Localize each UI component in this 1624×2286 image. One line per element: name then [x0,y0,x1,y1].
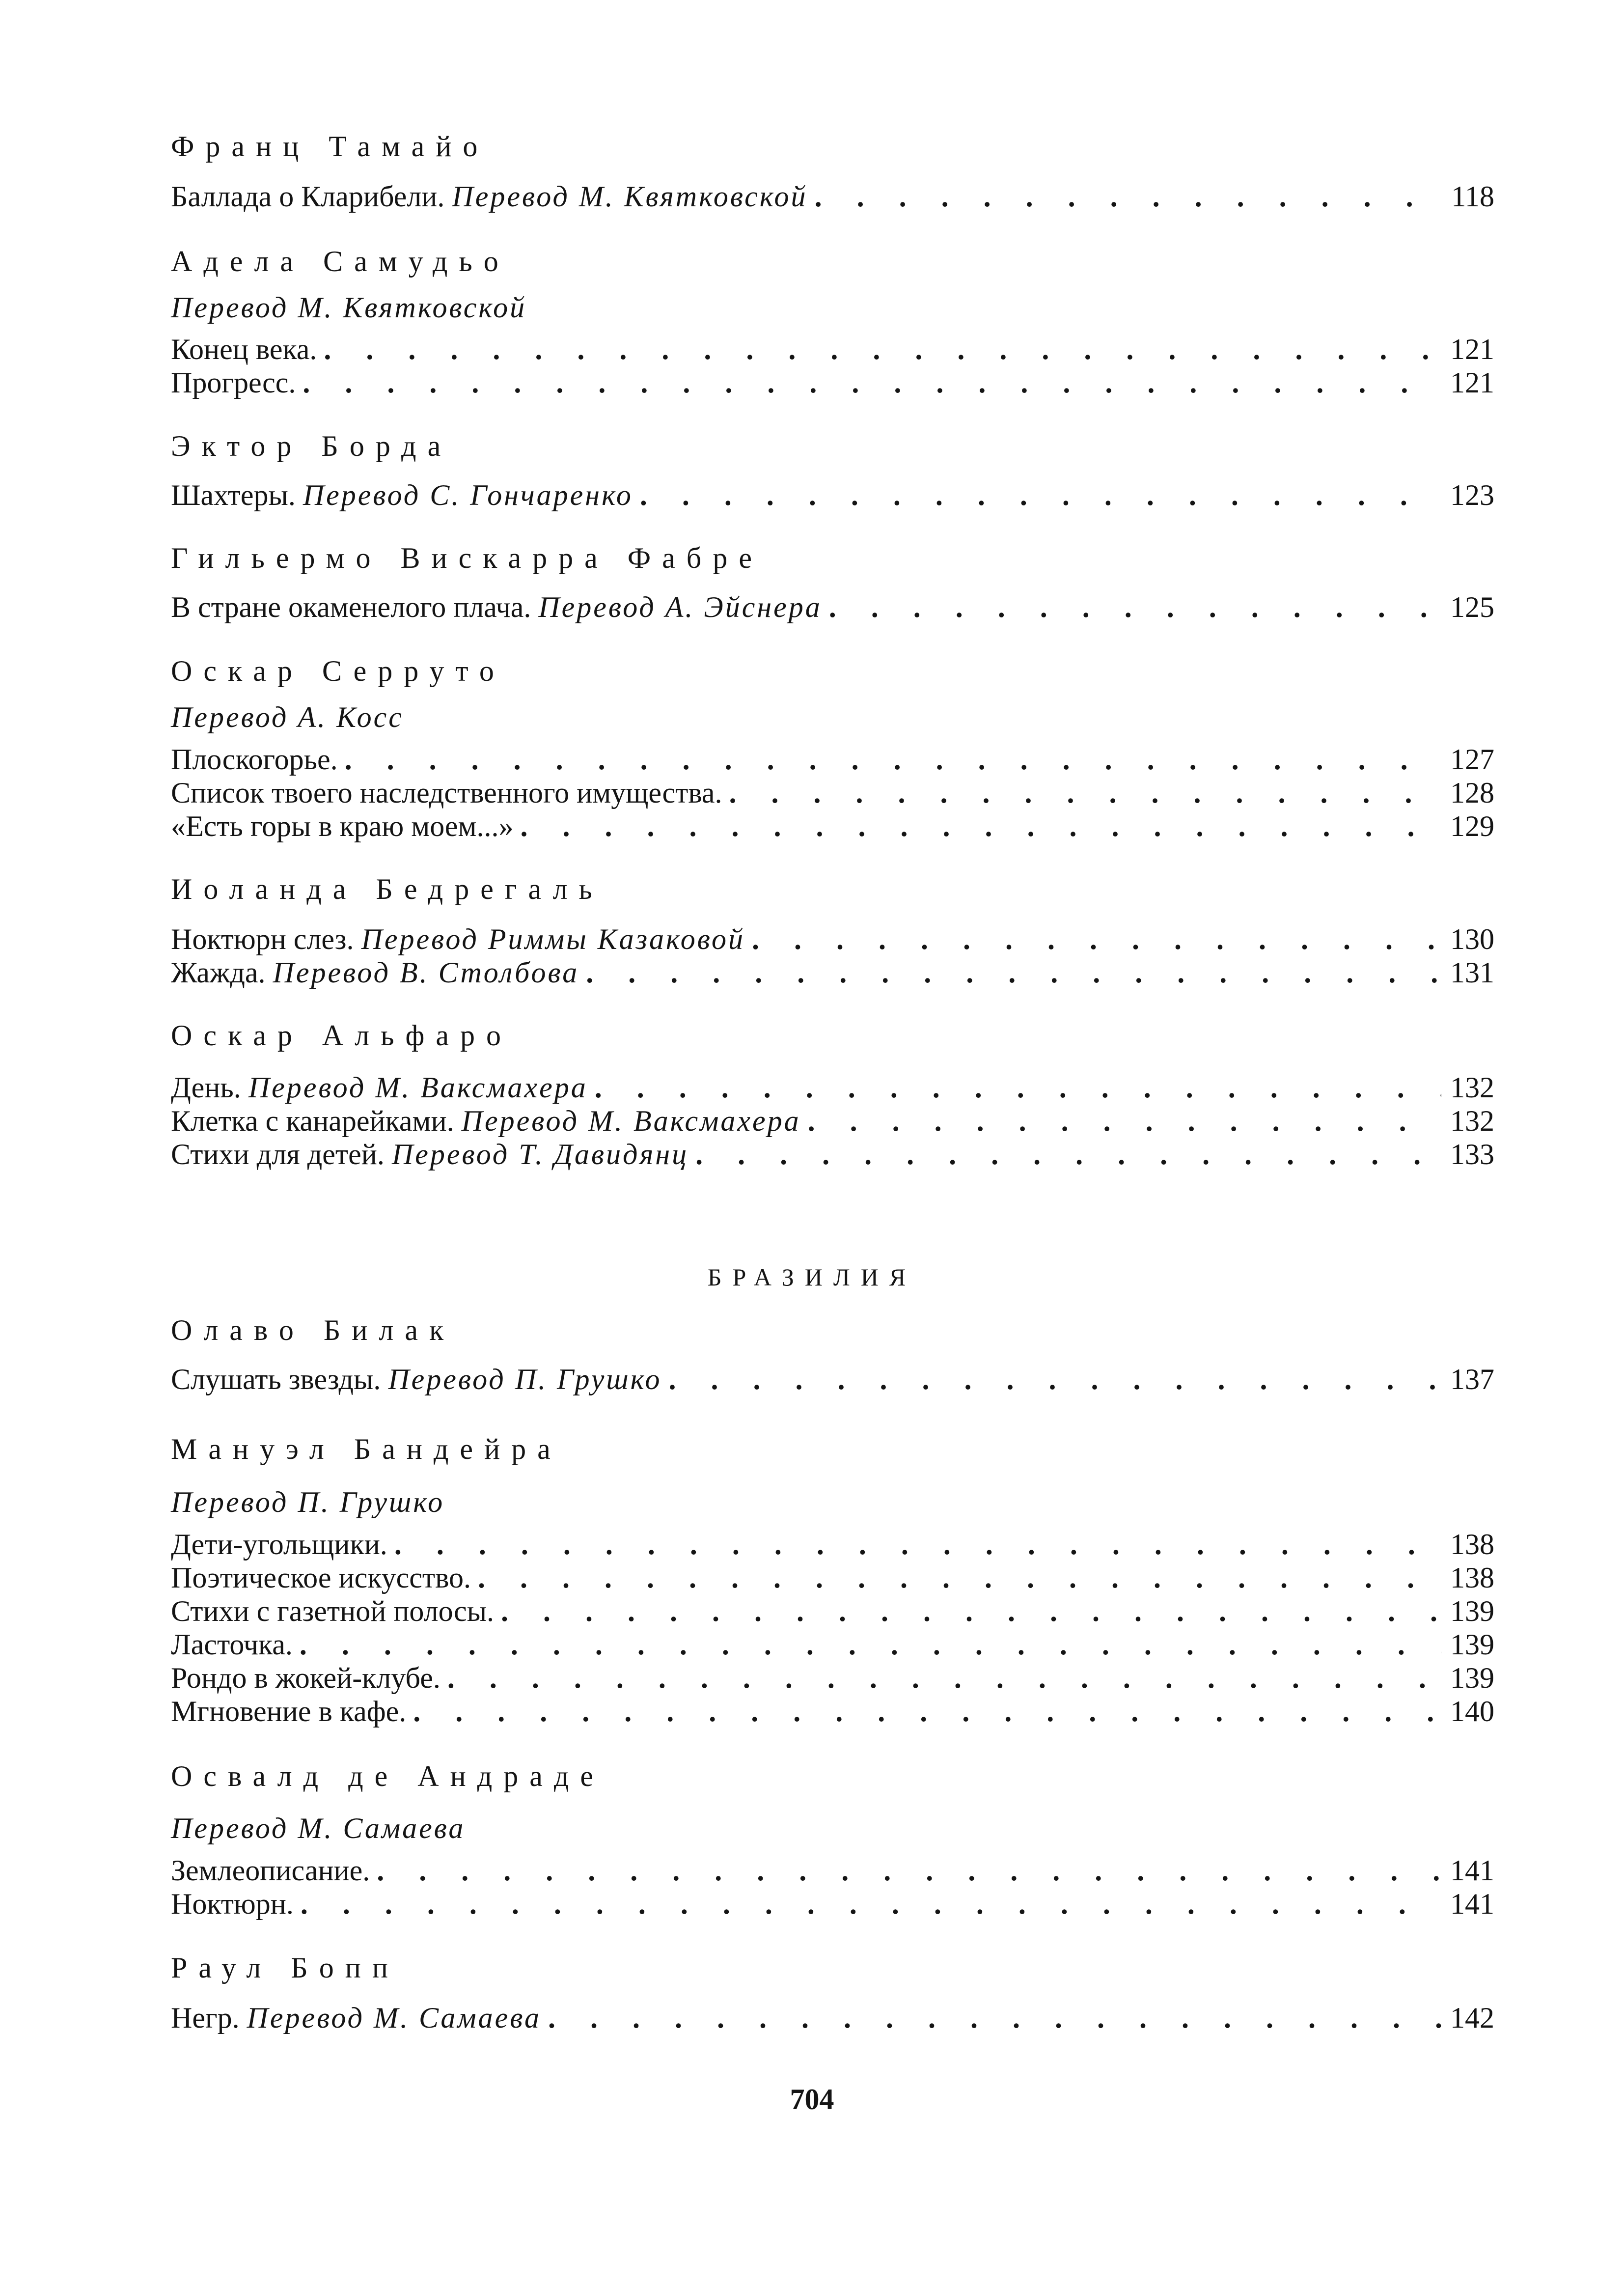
author-name: Мануэл Бандейра [171,1433,562,1465]
dot-leader [296,365,1441,400]
entry-translator: Перевод М. Квятковской [452,180,808,213]
entry-translator: Перевод М. Ваксмахера [248,1071,588,1104]
entry-title: Жажда. Перевод В. Столбова [171,956,579,989]
dot-leader [387,1527,1441,1562]
entry-page: 123 [1450,479,1494,511]
entry-translator: Перевод М. Ваксмахера [461,1105,801,1137]
toc-entry [171,1660,1494,1696]
dot-leader [440,1660,1441,1696]
author-name: Олаво Билак [171,1314,455,1346]
entry-title: Дети-угольщики. [171,1528,387,1561]
entry-title: Землеописание. [171,1854,370,1887]
toc-entry [171,921,1494,957]
entry-page: 118 [1451,180,1494,213]
entry-page: 139 [1450,1595,1494,1627]
entry-page: 138 [1450,1528,1494,1561]
toc-entry [171,1560,1494,1595]
entry-title: Рондо в жокей-клубе. [171,1662,440,1694]
entry-title: Клетка с канарейками. Перевод М. Ваксмахера [171,1105,801,1137]
dot-leader [541,2000,1441,2035]
entry-title: Стихи для детей. Перевод Т. Давидянц [171,1138,689,1171]
entry-title: Баллада о Кларибели. Перевод М. Квятковской [171,180,808,213]
toc-entry [171,775,1494,810]
toc-entry [171,589,1494,625]
entry-title: Стихи с газетной полосы. [171,1595,495,1627]
toc-entry [171,955,1494,990]
entry-page: 137 [1450,1363,1494,1395]
toc-entry [171,477,1494,513]
author-name: Эктор Борда [171,430,452,462]
entry-title: День. Перевод М. Ваксмахера [171,1071,588,1104]
entry-title: Шахтеры. Перевод С. Гончаренко [171,479,633,511]
author-name: Гильермо Вискарра Фабре [171,542,763,574]
entry-page: 141 [1450,1854,1494,1887]
toc-entry [171,179,1494,214]
author-name: Освалд де Андраде [171,1760,605,1792]
entry-page: 129 [1450,810,1494,842]
toc-entry [171,365,1494,400]
dot-leader [661,1362,1441,1397]
entry-title: Ласточка. [171,1628,293,1661]
author-name: Оскар Серруто [171,655,505,687]
dot-leader [471,1560,1441,1595]
toc-entry [171,1886,1494,1922]
toc-entry [171,1527,1494,1562]
entry-page: 121 [1450,366,1494,399]
entry-page: 130 [1450,923,1494,955]
dot-leader [808,179,1443,214]
dot-leader [801,1103,1441,1139]
dot-leader [406,1694,1441,1729]
entry-title: Ноктюрн. [171,1888,294,1920]
entry-page: 138 [1450,1561,1494,1594]
entry-page: 131 [1450,956,1494,989]
toc-entry [171,1362,1494,1397]
page-number: 704 [790,2083,834,2116]
entry-page: 142 [1450,2002,1494,2034]
entry-translator: Перевод М. Самаева [247,2002,541,2034]
entry-title: Поэтическое искусство. [171,1561,471,1594]
toc-entry [171,1627,1494,1662]
entry-translator: Перевод А. Эйснера [538,591,822,623]
entry-title: В стране окаменелого плача. Перевод А. Эйснера [171,591,822,623]
entry-page: 140 [1450,1695,1494,1728]
entry-page: 127 [1450,743,1494,776]
entry-page: 121 [1450,333,1494,365]
dot-leader [579,955,1441,990]
dot-leader [514,808,1441,844]
toc-entry [171,1070,1494,1105]
dot-leader [633,477,1441,513]
toc-entry [171,808,1494,844]
entry-title: Мгновение в кафе. [171,1695,407,1728]
dot-leader [338,742,1441,777]
toc-entry [171,1853,1494,1888]
entry-page: 125 [1450,591,1494,623]
author-name: Иоланда Бедрегаль [171,873,604,905]
translator-line: Перевод П. Грушко [171,1486,445,1518]
entry-translator: Перевод С. Гончаренко [303,479,633,511]
dot-leader [688,1137,1441,1172]
author-name: Раул Бопп [171,1951,399,1984]
toc-entry [171,332,1494,367]
entry-title: Список твоего наследственного имущества. [171,777,722,809]
entry-page: 139 [1450,1628,1494,1661]
author-name: Адела Самудьо [171,245,510,278]
dot-leader [822,589,1441,625]
entry-translator: Перевод В. Столбова [273,956,579,989]
dot-leader [745,921,1441,957]
toc-entry [171,1694,1494,1729]
toc-entry [171,1593,1494,1629]
entry-title: «Есть горы в краю моем...» [171,810,514,842]
entry-title: Конец века. [171,333,317,365]
entry-title: Ноктюрн слез. Перевод Риммы Казаковой [171,923,745,955]
entry-page: 141 [1450,1888,1494,1920]
entry-page: 133 [1450,1138,1494,1171]
dot-leader [293,1627,1441,1662]
author-name: Франц Тамайо [171,130,489,163]
toc-entry [171,742,1494,777]
author-name: Оскар Альфаро [171,1019,512,1052]
translator-line: Перевод М. Квятковской [171,291,527,324]
entry-page: 139 [1450,1662,1494,1694]
dot-leader [317,332,1441,367]
dot-leader [294,1886,1441,1922]
translator-line: Перевод А. Косс [171,701,404,733]
dot-leader [722,775,1441,810]
entry-page: 132 [1450,1105,1494,1137]
entry-title: Слушать звезды. Перевод П. Грушко [171,1363,662,1395]
entry-translator: Перевод Риммы Казаковой [361,923,745,955]
dot-leader [370,1853,1441,1888]
toc-entry [171,1103,1494,1139]
dot-leader [588,1070,1441,1105]
entry-page: 128 [1450,777,1494,809]
entry-title: Прогресс. [171,366,296,399]
entry-page: 132 [1450,1071,1494,1104]
entry-translator: Перевод Т. Давидянц [391,1138,689,1171]
toc-entry [171,1137,1494,1172]
section-heading: БРАЗИЛИЯ [707,1263,917,1291]
translator-line: Перевод М. Самаева [171,1812,466,1844]
toc-entry [171,2000,1494,2035]
entry-title: Плоскогорье. [171,743,338,776]
dot-leader [494,1593,1441,1629]
entry-translator: Перевод П. Грушко [388,1363,662,1395]
entry-title: Негр. Перевод М. Самаева [171,2002,541,2034]
